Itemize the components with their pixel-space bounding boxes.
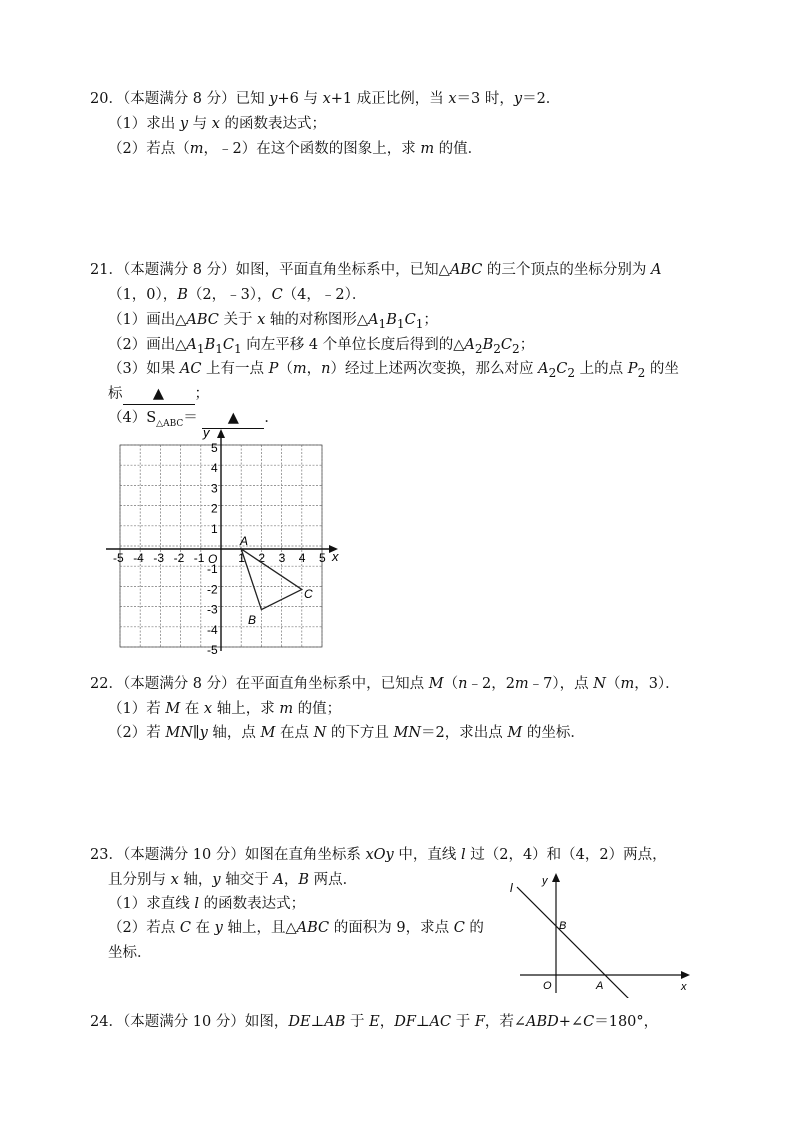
q23-stem-line1: 23．（本题满分 10 分）如图在直角坐标系 xOy 中，直线 l 过（2，4）和（4，2）两点， bbox=[90, 847, 667, 863]
q21-part2: （2）画出$\triangle A_1B_1C_1$ 向左平移 4 个单位长度后得到的$\triangle A_2B_2C_2$； bbox=[108, 337, 535, 356]
origin-label: O bbox=[543, 980, 552, 992]
y-tick-label: 4 bbox=[211, 461, 218, 476]
x-tick-label: 5 bbox=[319, 551, 326, 565]
x-tick-label: 1 bbox=[238, 551, 245, 565]
y-axis-arrow bbox=[552, 873, 560, 882]
y-tick-label: -1 bbox=[207, 562, 218, 577]
point-b-label: B bbox=[559, 920, 567, 932]
y-axis-label: y bbox=[542, 875, 548, 887]
y-axis-label: y bbox=[203, 425, 210, 440]
q21-part4: $(4)S_{\triangle ABC}=$ ▲ ． bbox=[108, 410, 279, 429]
answer-blank-area[interactable]: ▲ bbox=[202, 408, 264, 429]
x-tick-labels bbox=[113, 551, 326, 565]
q21-stem-line2: （1，0），B（2，﹣3），C（4，﹣2）． bbox=[108, 287, 367, 303]
y-tick-label: 2 bbox=[211, 501, 218, 516]
answer-blank-coordinate[interactable]: ▲ bbox=[123, 384, 195, 405]
x-tick-label: -3 bbox=[153, 551, 165, 565]
line-l-label: l bbox=[510, 881, 513, 895]
y-tick-label: 1 bbox=[211, 521, 218, 536]
triangle-abc bbox=[241, 549, 302, 610]
x-tick-label: -2 bbox=[173, 551, 185, 565]
q21-part3: （3）如果 AC 上有一点 P（m，n）经过上述两次变换，那么对应 $A_2C_2$ 上的点 $P_2$ 的坐 bbox=[108, 361, 679, 380]
q21-stem-line1: 21．（本题满分 8 分）如图，平面直角坐标系中，已知△ABC 的三个顶点的坐标分别为 A bbox=[90, 262, 662, 278]
y-axis-arrow bbox=[217, 429, 225, 438]
q23-part2-cont: 坐标． bbox=[108, 945, 152, 961]
q20-part2: （2）若点（m，﹣2）在这个函数的图象上，求 m 的值． bbox=[108, 141, 483, 157]
x-tick-label: 4 bbox=[298, 551, 306, 565]
vertex-label-b: B bbox=[248, 613, 257, 627]
q20-stem: 20．（本题满分 8 分）已知 y+6 与 x+1 成正比例，当 x＝3 时，y＝2． bbox=[90, 91, 561, 107]
y-tick-label: -3 bbox=[207, 602, 218, 617]
coordinate-grid-figure bbox=[100, 425, 345, 660]
vertex-label-a: A bbox=[240, 534, 249, 548]
q23-part2: （2）若点 C 在 y 轴上，且△ABC 的面积为 9，求点 C 的 bbox=[108, 920, 484, 936]
x-axis-arrow bbox=[681, 971, 690, 979]
x-tick-label: -1 bbox=[193, 551, 205, 565]
x-tick-label: 3 bbox=[278, 551, 286, 565]
x-tick-label: -5 bbox=[113, 551, 124, 565]
y-tick-label: 5 bbox=[211, 441, 218, 455]
origin-label: O bbox=[208, 552, 218, 566]
x-axis-label: x bbox=[332, 549, 339, 564]
point-a-label: A bbox=[596, 980, 604, 992]
q21-part3-cont: 标 ▲ ； bbox=[108, 384, 209, 405]
q23-part1: （1）求直线 l 的函数表达式； bbox=[108, 896, 306, 912]
q20-part1: （1）求出 y 与 x 的函数表达式； bbox=[108, 116, 327, 132]
y-tick-label: -4 bbox=[207, 622, 218, 637]
x-tick-label: -4 bbox=[133, 551, 144, 565]
y-tick-label: 3 bbox=[211, 481, 218, 496]
line-graph-figure bbox=[500, 868, 700, 998]
x-tick-label: 2 bbox=[258, 551, 266, 565]
q22-part2: （2）若 MN∥y 轴，点 M 在点 N 的下方且 MN＝2，求出点 M 的坐标． bbox=[108, 725, 585, 741]
vertex-label-c: C bbox=[304, 587, 313, 601]
q23-stem-line2: 且分别与 x 轴，y 轴交于 A，B 两点． bbox=[108, 872, 358, 888]
line-l bbox=[517, 887, 635, 998]
q22-stem: 22．（本题满分 8 分）在平面直角坐标系中，已知点 M（n﹣2，2m﹣7），点 N（m，3）． bbox=[90, 676, 680, 692]
x-axis-label: x bbox=[681, 981, 687, 993]
y-tick-label: -5 bbox=[207, 643, 218, 657]
q21-part1: （1）画出△ABC 关于 x 轴的对称图形$\triangle A_1B_1C_1$； bbox=[108, 312, 438, 331]
q24-stem: 24．（本题满分 10 分）如图，DE⊥AB 于 E，DF⊥AC 于 F，若∠ABD+∠C＝180°， bbox=[90, 1014, 659, 1030]
y-tick-label: -2 bbox=[207, 582, 218, 597]
q22-part1: （1）若 M 在 x 轴上，求 m 的值； bbox=[108, 701, 342, 717]
